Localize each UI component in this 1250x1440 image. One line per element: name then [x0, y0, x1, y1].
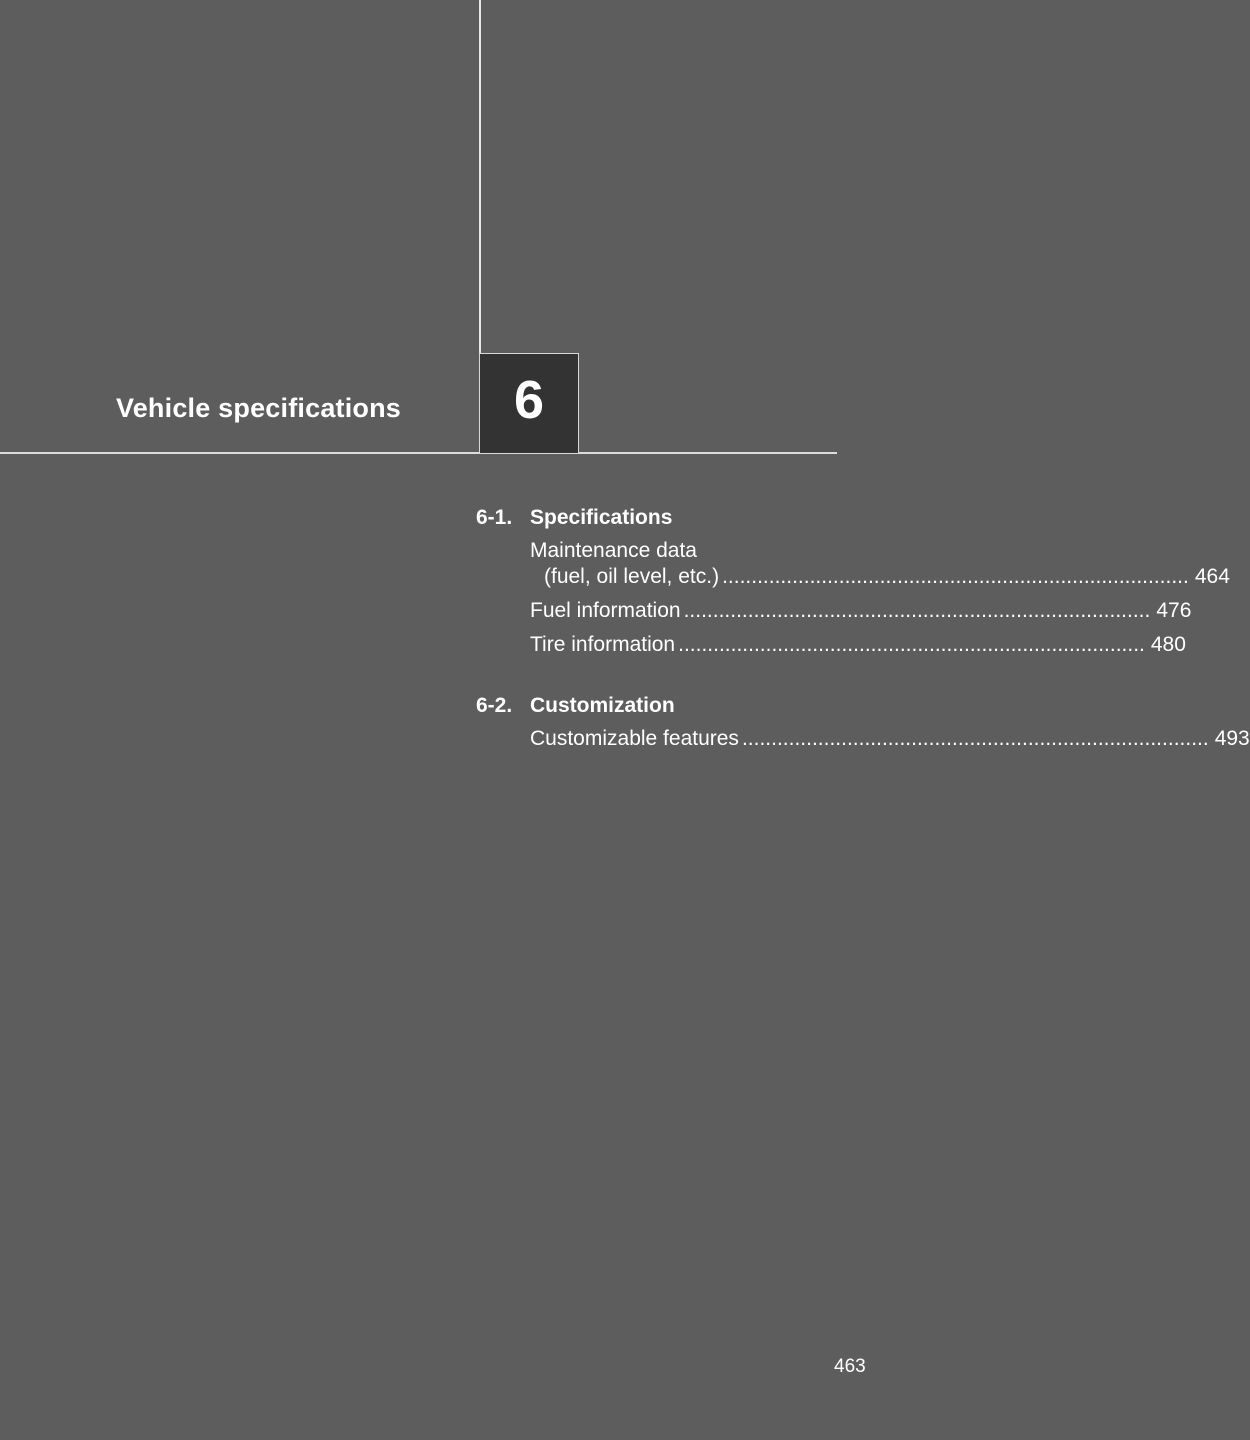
toc-entry-customizable-features[interactable]	[530, 726, 1250, 752]
toc-entry-label-continued: (fuel, oil level, etc.)	[544, 565, 720, 588]
toc-entry-page: 480	[1150, 633, 1186, 656]
section-number: 6-2.	[476, 694, 513, 717]
dot-leader: ................................................................................	[722, 565, 1189, 588]
chapter-title: Vehicle specifications	[116, 393, 402, 423]
horizontal-rule	[0, 452, 837, 454]
toc-entry-label: Tire information	[530, 633, 676, 656]
section-number: 6-1.	[476, 506, 513, 529]
toc-entry-fuel-information[interactable]	[530, 598, 1192, 624]
section-title: Specifications	[530, 506, 673, 529]
toc-entry-tire-information[interactable]	[530, 632, 1186, 658]
toc-entry-label: Maintenance data	[530, 539, 697, 562]
section-heading	[476, 694, 840, 718]
dot-leader: ................................................................................	[683, 599, 1151, 622]
section-title: Customization	[530, 694, 675, 717]
dot-leader: ................................................................................	[678, 633, 1145, 656]
section-heading	[476, 506, 840, 530]
vertical-rule	[479, 0, 481, 353]
page-number: 463	[834, 1356, 866, 1377]
toc-entry-label: Customizable features	[530, 727, 739, 750]
chapter-number: 6	[513, 369, 545, 430]
toc-section-specifications	[476, 506, 1230, 658]
toc-section-customization	[476, 694, 1250, 752]
table-of-contents	[476, 506, 1250, 752]
toc-entry-page: 464	[1194, 565, 1230, 588]
toc-entry-label: Fuel information	[530, 599, 681, 622]
toc-entry-maintenance-data[interactable]	[530, 538, 1230, 590]
toc-entry-page: 476	[1156, 599, 1192, 622]
toc-entry-page: 493	[1214, 727, 1250, 750]
dot-leader: ................................................................................	[741, 727, 1209, 750]
chapter-tab	[479, 353, 579, 453]
